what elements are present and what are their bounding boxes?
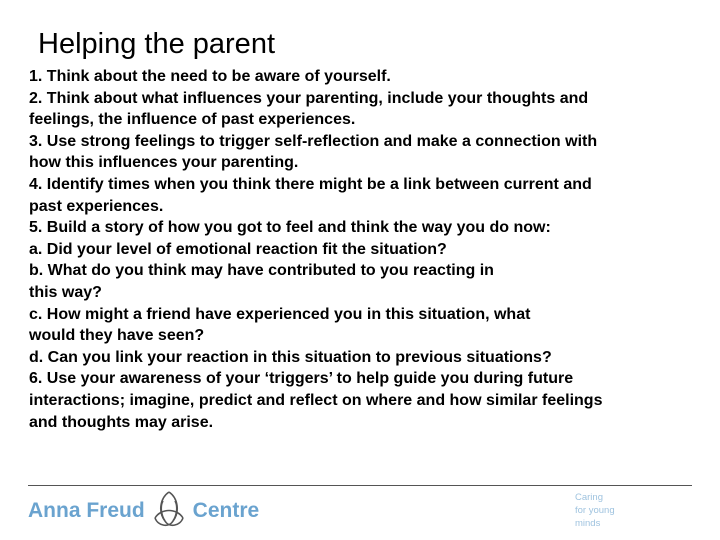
tagline-line: for young bbox=[575, 505, 615, 516]
body-line: 5. Build a story of how you got to feel and think the way you do now: bbox=[29, 219, 551, 237]
body-line: 3. Use strong feelings to trigger self-reflection and make a connection with bbox=[29, 132, 598, 150]
logo-text-right: Centre bbox=[192, 498, 260, 522]
logo-text-left: Anna Freud bbox=[28, 498, 145, 522]
body-line: c. How might a friend have experienced you in this situation, what bbox=[29, 305, 531, 323]
body-line: 2. Think about what influences your parenting, include your thoughts and bbox=[29, 89, 589, 107]
body-line: this way? bbox=[29, 283, 102, 301]
tagline-line: minds bbox=[575, 518, 601, 529]
body-line: interactions; imagine, predict and reflect on where and how similar feelings bbox=[29, 391, 603, 409]
body-line: and thoughts may arise. bbox=[29, 413, 214, 431]
body-line: b. What do you think may have contributed to you reacting in bbox=[29, 262, 494, 280]
body-line: past experiences. bbox=[29, 197, 164, 215]
trefoil-knot-icon bbox=[149, 488, 189, 532]
body-line: 1. Think about the need to be aware of yourself. bbox=[29, 68, 391, 85]
tagline bbox=[575, 491, 615, 530]
body-line: would they have seen? bbox=[29, 327, 205, 345]
body-line: a. Did your level of emotional reaction fit the situation? bbox=[29, 240, 447, 258]
body-line: 4. Identify times when you think there might be a link between current and bbox=[29, 175, 592, 193]
tagline-line: Caring bbox=[575, 492, 603, 503]
body-text bbox=[29, 66, 701, 433]
footer-divider bbox=[28, 485, 692, 486]
anna-freud-centre-logo bbox=[28, 488, 259, 532]
body-line: feelings, the influence of past experiences. bbox=[29, 111, 356, 129]
body-line: 6. Use your awareness of your ‘triggers’ to help guide you during future bbox=[29, 370, 574, 388]
slide-title: Helping the parent bbox=[38, 28, 275, 60]
body-line: how this influences your parenting. bbox=[29, 154, 299, 172]
body-line: d. Can you link your reaction in this situation to previous situations? bbox=[29, 348, 552, 366]
